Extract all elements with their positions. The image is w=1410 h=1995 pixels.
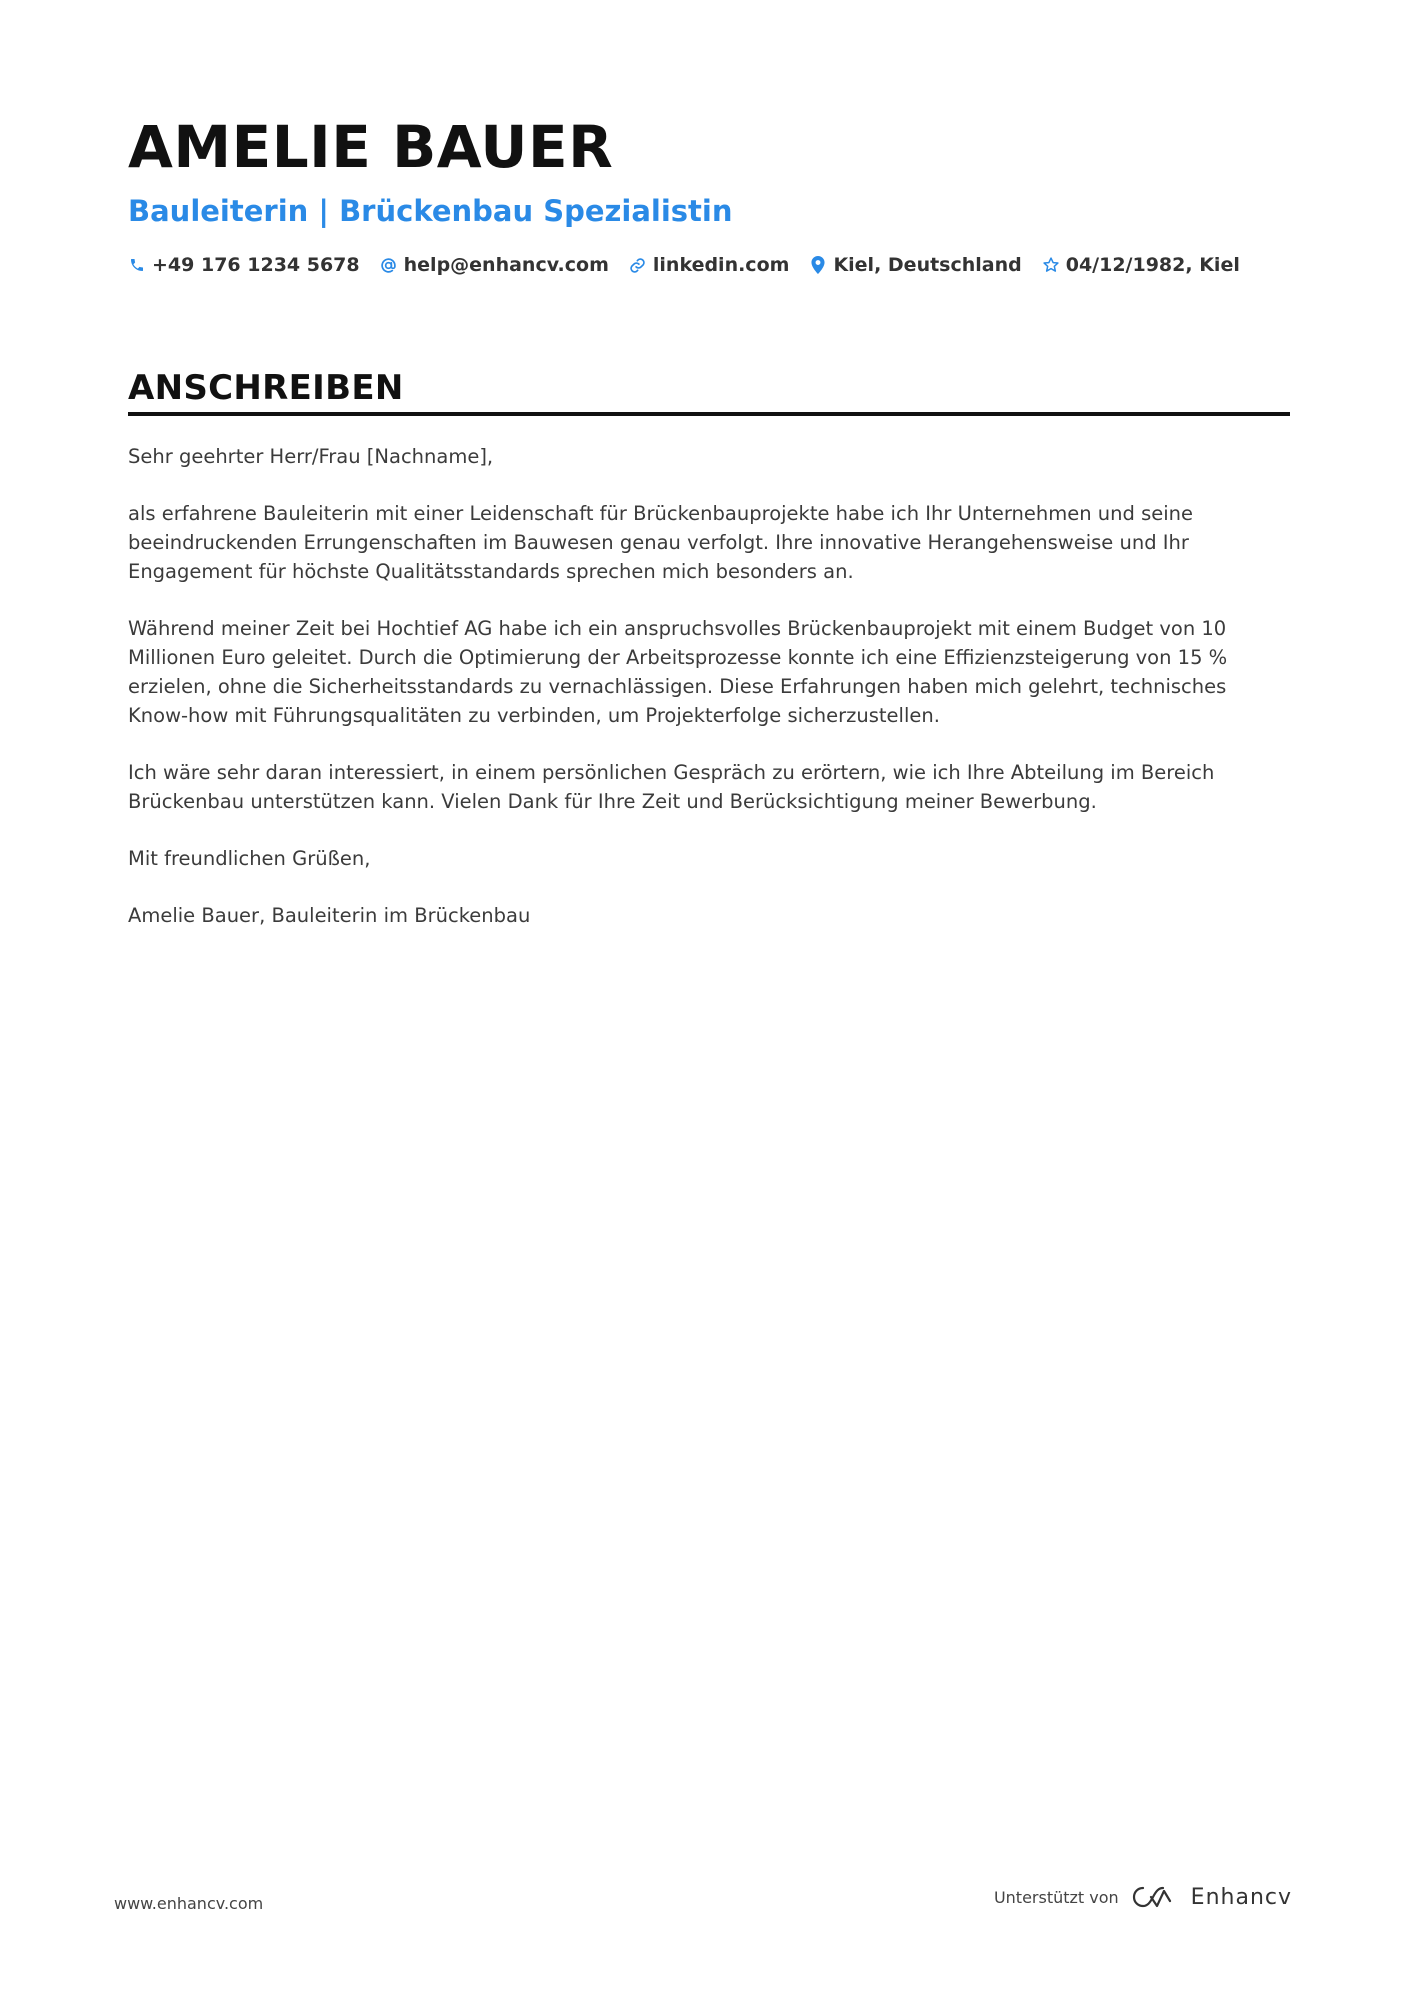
section-divider [128,412,1290,416]
contact-linkedin [629,254,790,276]
footer-website[interactable]: www.enhancv.com [114,1894,264,1913]
phone-number: +49 176 1234 5678 [152,254,360,276]
contact-phone [128,254,360,276]
job-title: Bauleiterin | Brückenbau Spezialistin [128,194,733,228]
salutation: Sehr geehrter Herr/Frau [Nachname], [128,445,494,468]
contact-birth [1042,254,1240,276]
contact-location [809,254,1021,276]
linkedin-url: linkedin.com [652,254,790,276]
footer-branding[interactable] [994,1884,1292,1910]
enhancv-logo-icon [1131,1884,1177,1910]
cover-letter-section [128,366,1290,958]
powered-by-label: Unterstützt von [993,1887,1119,1907]
at-icon [380,256,398,274]
location: Kiel, Deutschland [833,254,1022,276]
link-icon [629,256,647,274]
star-icon [1042,256,1060,274]
letter-paragraph: als erfahrene Bauleiterin mit einer Leidenschaft für Brückenbauprojekte habe ich Ihr Unternehmen und seine beeindruckenden Errungenschaften im Bauwesen genau verfolgt. Ihre innovative Herangehensweise und Ihr Engagement für höchste Qualitätsstandards sprechen mich besonders an. [128,502,1194,583]
candidate-name: AMELIE BAUER [128,113,614,181]
letter-paragraph: Ich wäre sehr daran interessiert, in einem persönlichen Gespräch zu erörtern, wie ich Ihre Abteilung im Bereich Brückenbau unterstützen kann. Vielen Dank für Ihre Zeit und Berücksichtigung meiner Bewerbung. [128,761,1215,813]
header [128,112,1290,276]
email-address: help@enhancv.com [403,254,609,276]
contact-bar [128,254,1290,276]
signature: Amelie Bauer, Bauleiterin im Brückenbau [128,904,531,927]
contact-email [380,254,609,276]
phone-icon [128,256,146,274]
letter-body [128,442,1248,930]
section-title: ANSCHREIBEN [128,368,404,408]
location-pin-icon [809,256,827,274]
birth-date-place: 04/12/1982, Kiel [1065,254,1240,276]
brand-name: Enhancv [1190,1884,1292,1910]
letter-paragraph: Während meiner Zeit bei Hochtief AG habe ich ein anspruchsvolles Brückenbauprojekt mit einem Budget von 10 Millionen Euro geleitet. Durch die Optimierung der Arbeitsprozesse konnte ich eine Effizienzsteigerung von 15 % erzielen, ohne die Sicherheitsstandards zu vernachlässigen. Diese Erfahrungen haben mich gelehrt, technisches Know-how mit Führungsqualitäten zu verbinden, um Projekterfolge sicherzustellen. [128,617,1228,727]
closing: Mit freundlichen Grüßen, [128,847,371,870]
